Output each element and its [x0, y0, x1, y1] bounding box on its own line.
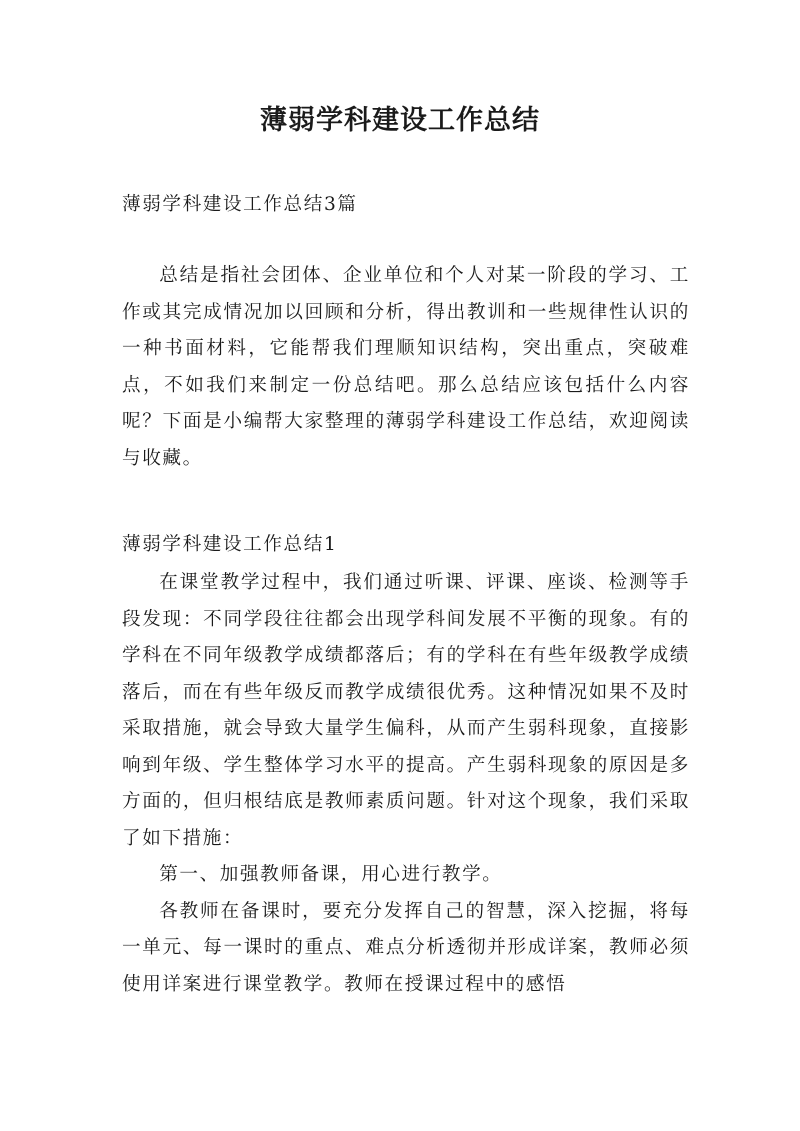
intro-paragraph: 总结是指社会团体、企业单位和个人对某一阶段的学习、工作或其完成情况加以回顾和分析，得出教训和一些规律性认识的一种书面材料，它能帮我们理顺知识结构，突出重点，突破难点，不如我们来制定一份总结吧。那么总结应该包括什么内容呢？下面是小编帮大家整理的薄弱学科建设工作总结，欢迎阅读与收藏。: [122, 265, 690, 469]
body-paragraph: 在课堂教学过程中，我们通过听课、评课、座谈、检测等手段发现：不同学段往往都会出现学科间发展不平衡的现象。有的学科在不同年级教学成绩都落后；有的学科在有些年级教学成绩落后，而在有些年级反而教学成绩很优秀。这种情况如果不及时采取措施，就会导致大量学生偏科，从而产生弱科现象，直接影响到年级、学生整体学习水平的提高。产生弱科现象的原因是多方面的，但归根结底是教师素质问题。针对这个现象，我们采取了如下措施：: [122, 572, 690, 849]
body-paragraph: 第一、加强教师备课，用心进行教学。: [159, 864, 503, 885]
document-subtitle: 薄弱学科建设工作总结3篇: [122, 194, 358, 215]
document-title: 薄弱学科建设工作总结: [260, 105, 540, 136]
section-body: [122, 565, 690, 1003]
intro-section: [122, 258, 690, 477]
section-heading: 薄弱学科建设工作总结1: [122, 534, 338, 555]
body-paragraph: 各教师在备课时，要充分发挥自己的智慧，深入挖掘，将每一单元、每一课时的重点、难点分析透彻并形成详案，教师必须使用详案进行课堂教学。教师在授课过程中的感悟: [122, 900, 690, 995]
